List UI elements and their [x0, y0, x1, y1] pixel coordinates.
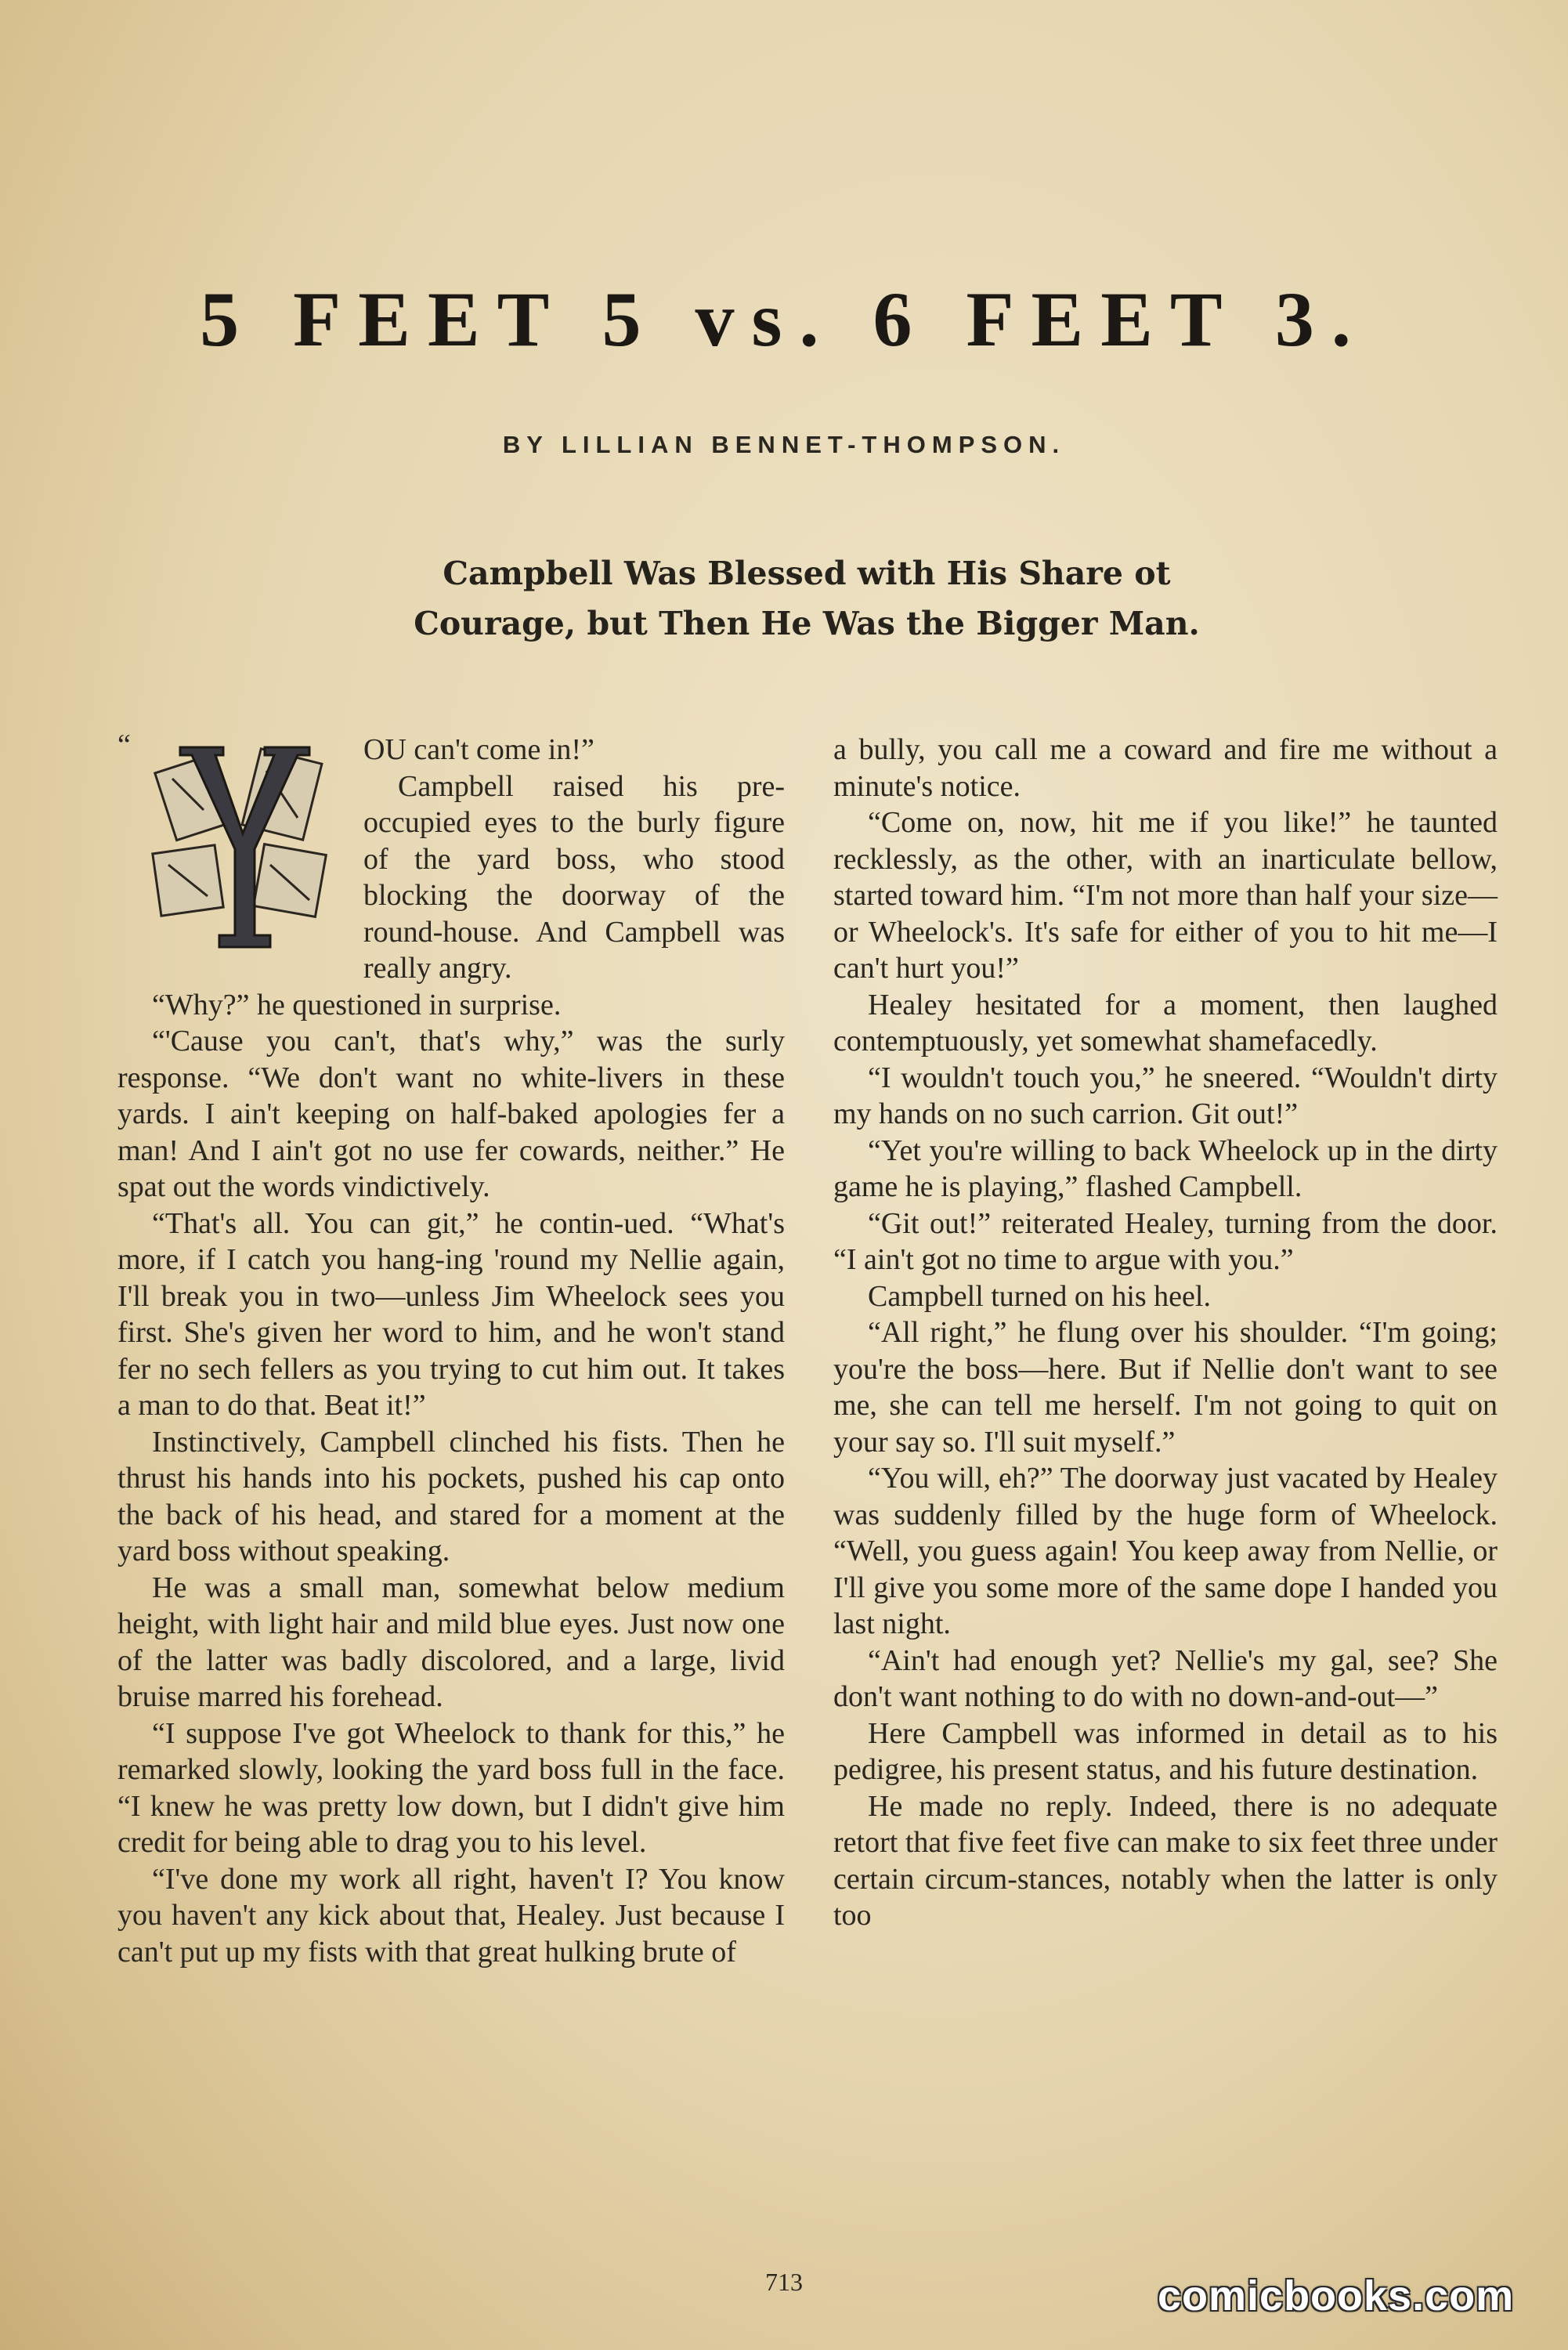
left-column	[117, 728, 785, 1970]
paragraph: “I wouldn't touch you,” he sneered. “Wouldn't dirty my hands on no such carrion. Git out!”	[833, 1061, 1498, 1130]
drop-cap	[117, 728, 352, 967]
article-subhead: Campbell Was Blessed with His Share ot Courage, but Then He Was the Bigger Man.	[414, 555, 1200, 642]
paragraph: Instinctively, Campbell clinched his fists. Then he thrust his hands into his pockets, pushed his cap onto the back of his head, and stared for a moment at the yard boss without speaking.	[117, 1425, 785, 1567]
right-column	[833, 732, 1498, 1934]
paragraph: “I suppose I've got Wheelock to thank for this,” he remarked slowly, looking the yard boss full in the face. “I knew he was pretty low down, but I didn't give him credit for being able to drag you to his level.	[117, 1716, 785, 1859]
paragraph: Healey hesitated for a moment, then laughed contemptuously, yet somewhat shamefacedly.	[833, 988, 1498, 1058]
paragraph: “I've done my work all right, haven't I? You know you haven't any kick about that, Healey. Just because I can't put up my fists with that great hulking brute of	[117, 1862, 785, 1969]
paragraph: He made no reply. Indeed, there is no adequate retort that five feet five can make to six feet three under certain circum-stances, notably when the latter is only too	[833, 1789, 1498, 1932]
paragraph: Campbell turned on his heel.	[868, 1279, 1211, 1313]
paragraph: “Come on, now, hit me if you like!” he taunted recklessly, as the other, with an inarticulate bellow, started toward him. “I'm not more than half your size—or Wheelock's. It's safe for either of you to hit me—I can't hurt you!”	[833, 806, 1498, 985]
paragraph: “Git out!” reiterated Healey, turning from the door. “I ain't got no time to argue with you.”	[833, 1206, 1498, 1276]
drop-cap-open-quote: “	[117, 728, 131, 761]
paragraph: “'Cause you can't, that's why,” was the surly response. “We don't want no white-livers in these yards. I ain't keeping on half-baked apologies fer a man! And I ain't got no use fer cowards, neither.” He spat out the words vindictively.	[117, 1025, 785, 1203]
paragraph: OU can't come in!”	[363, 733, 594, 766]
paragraph: He was a small man, somewhat below medium height, with light hair and mild blue eyes. Just now one of the latter was badly discolored, and a large, livid bruise marred his forehead.	[117, 1571, 785, 1713]
author-byline: BY LILLIAN BENNET-THOMPSON.	[502, 431, 1066, 458]
paragraph: Campbell raised his pre-occupied eyes to the burly figure of the yard boss, who stood blocking the doorway of the round-house. And Campbell was really angry.	[363, 769, 785, 985]
paragraph: “All right,” he flung over his shoulder. “I'm going; you're the boss—here. But if Nellie don't want to see me, she can tell me herself. I'm not going to quit on your say so. I'll suit myself.”	[833, 1316, 1498, 1459]
paragraph: a bully, you call me a coward and fire me without a minute's notice.	[833, 733, 1498, 803]
paragraph: “Yet you're willing to back Wheelock up in the dirty game he is playing,” flashed Campbell.	[833, 1133, 1498, 1203]
ornamental-letter-y-icon	[149, 732, 337, 959]
article-title: 5 FEET 5 vs. 6 FEET 3.	[200, 276, 1368, 363]
watermark: comicbooks.com	[1158, 2272, 1515, 2319]
paragraph: “Ain't had enough yet? Nellie's my gal, see? She don't want nothing to do with no down-and-out—”	[833, 1643, 1498, 1713]
paragraph: “You will, eh?” The doorway just vacated by Healey was suddenly filled by the huge form of Wheelock. “Well, you guess again! You keep away from Nellie, or I'll give you some more of the same dope I handed you last night.	[833, 1462, 1498, 1640]
paragraph: “That's all. You can git,” he contin-ued. “What's more, if I catch you hang-ing 'round my Nellie again, I'll break you in two—unless Jim Wheelock sees you first. She's given her word to him, and he won't stand fer no sech fellers as you trying to cut him out. It takes a man to do that. Beat it!”	[117, 1206, 785, 1422]
page-number: 713	[765, 2268, 803, 2296]
paragraph: “Why?” he questioned in surprise.	[152, 988, 562, 1021]
paragraph: Here Campbell was informed in detail as to his pedigree, his present status, and his future destination.	[833, 1716, 1498, 1786]
